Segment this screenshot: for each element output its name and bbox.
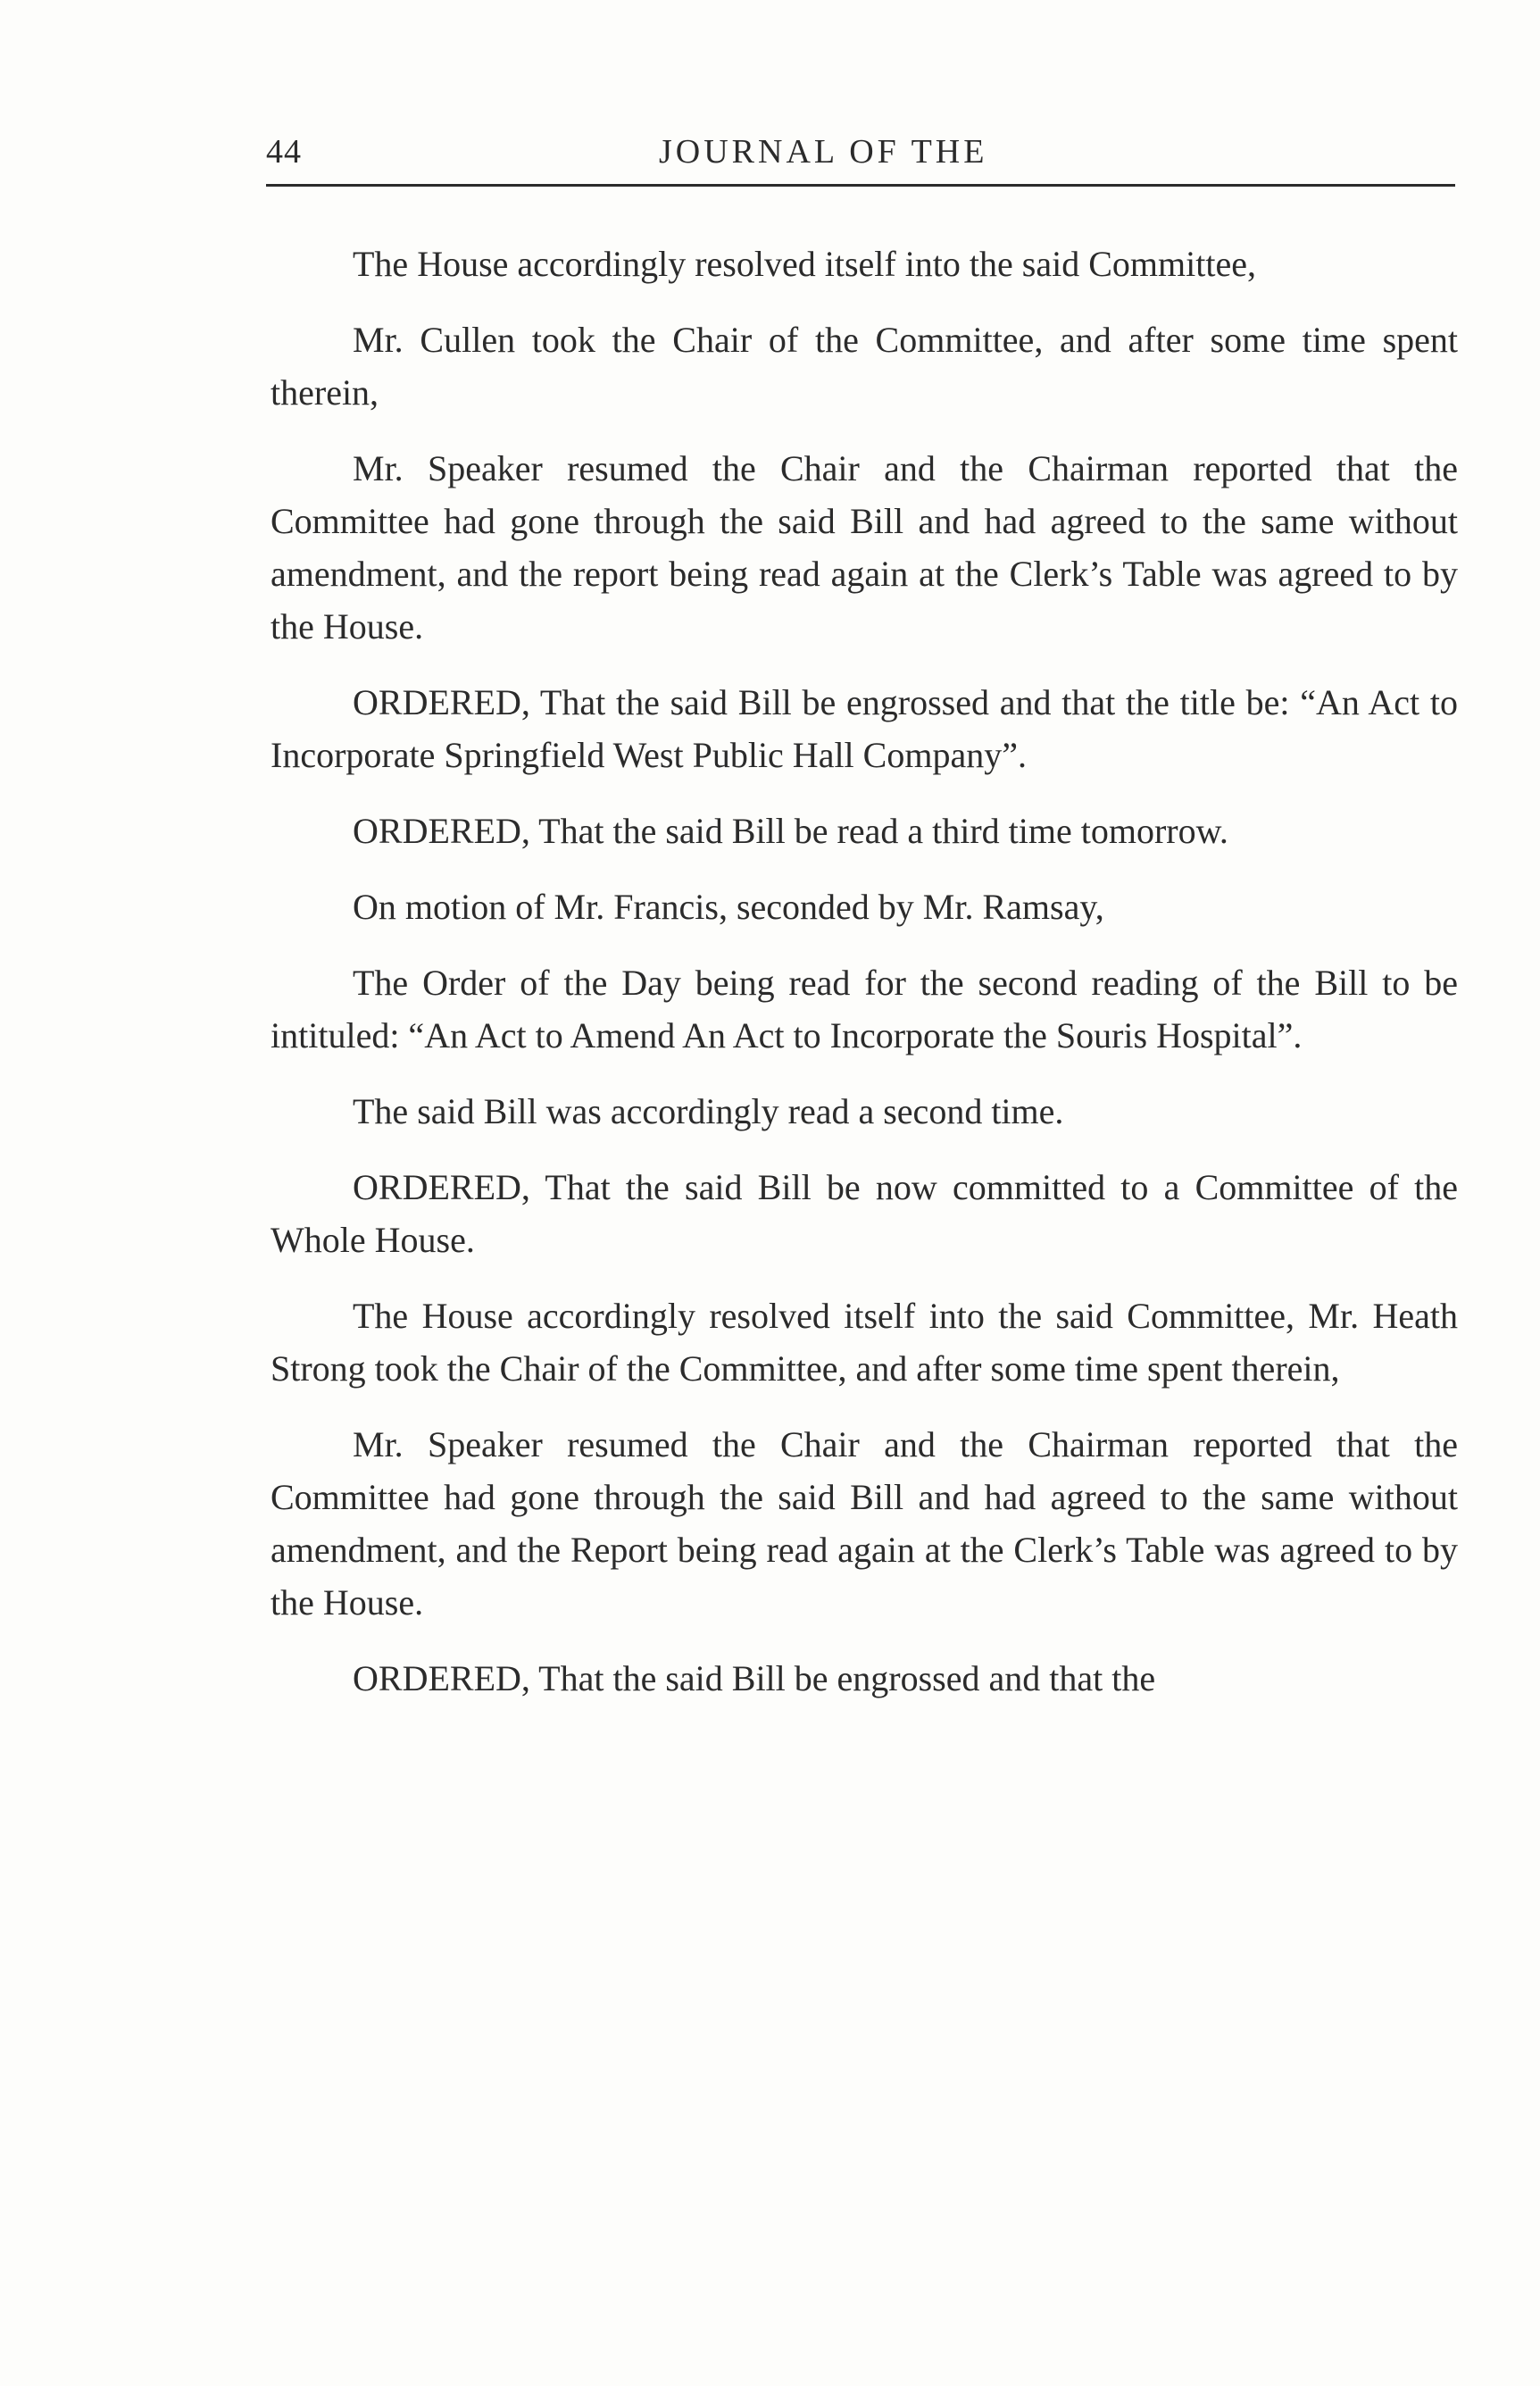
page-number: 44 — [266, 133, 302, 171]
paragraph: The Order of the Day being read for the second reading of the Bill to be intituled: “An Act to Amend An Act to Incorporate the Souris Hospital”. — [271, 963, 1458, 1055]
paragraph: Mr. Cullen took the Chair of the Committee, and after some time spent therein, — [271, 320, 1458, 413]
paragraph: Mr. Speaker resumed the Chair and the Chairman reported that the Committee had gone through the said Bill and had agreed to the same without amendment, and the Report being read again at the Clerk’s Table was agreed to by the House. — [271, 1424, 1458, 1623]
running-head: JOURNAL OF THE — [659, 133, 988, 171]
header-rule — [266, 184, 1455, 187]
paragraph: Mr. Speaker resumed the Chair and the Chairman reported that the Committee had gone through the said Bill and had agreed to the same without amendment, and the report being read again at the Clerk’s Table was agreed to by the House. — [271, 448, 1458, 647]
paragraph: ORDERED, That the said Bill be now committed to a Committee of the Whole House. — [271, 1167, 1458, 1260]
paragraph: ORDERED, That the said Bill be read a third time tomorrow. — [353, 811, 1228, 851]
paragraph: ORDERED, That the said Bill be engrossed and that the title be: “An Act to Incorporate Springfield West Public Hall Company”. — [271, 682, 1458, 775]
paragraph: The House accordingly resolved itself into the said Committee, — [353, 244, 1256, 284]
paragraph: ORDERED, That the said Bill be engrossed and that the — [353, 1658, 1156, 1698]
paragraph: On motion of Mr. Francis, seconded by Mr. Ramsay, — [353, 887, 1104, 927]
page-header — [266, 132, 1453, 182]
paragraph: The House accordingly resolved itself into the said Committee, Mr. Heath Strong took the Chair of the Committee, and after some time spent therein, — [271, 1296, 1458, 1389]
paragraph: The said Bill was accordingly read a second time. — [353, 1091, 1064, 1131]
journal-body — [271, 238, 1458, 1728]
